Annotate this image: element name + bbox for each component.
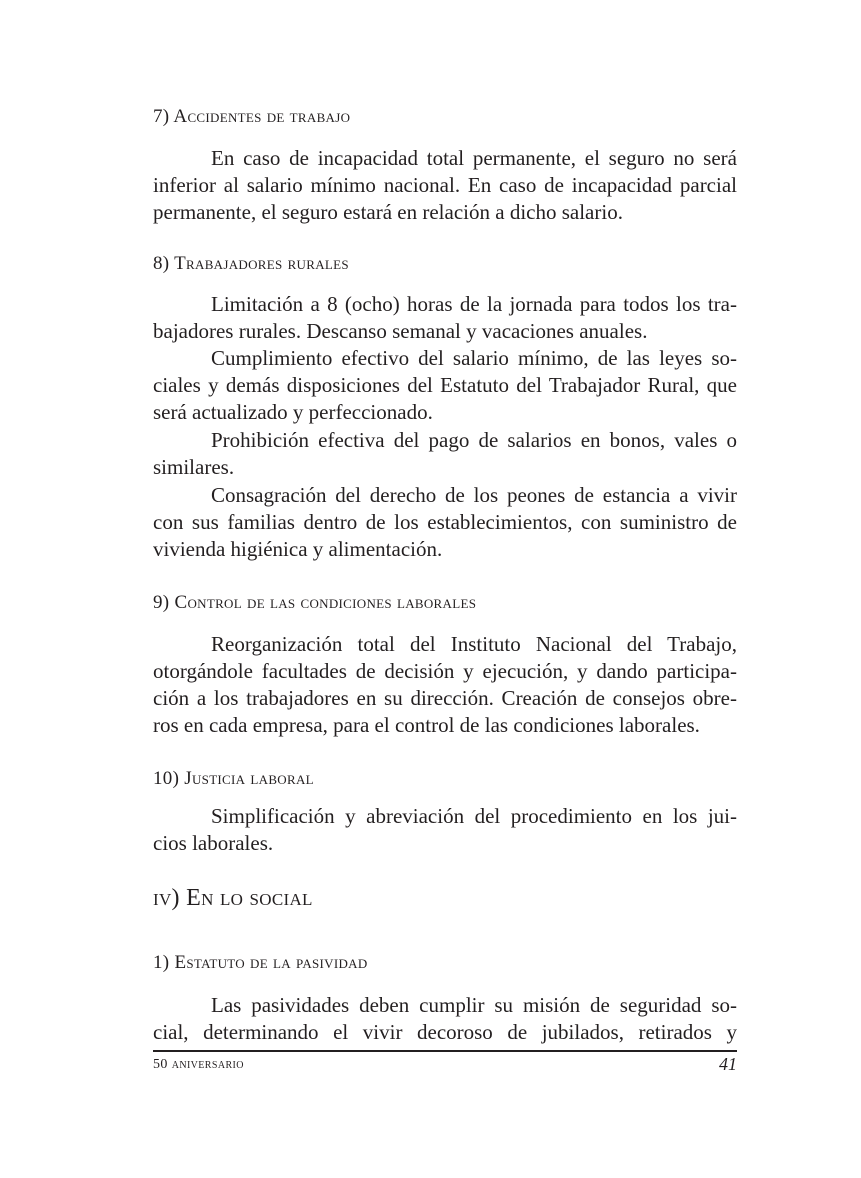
section-heading: 9) Control de las condiciones laborales <box>153 592 477 613</box>
paragraph-line: similares. <box>153 455 235 479</box>
section-heading: 7) Accidentes de trabajo <box>153 106 351 127</box>
paragraph-line: En caso de incapacidad total permanente, el seguro no será <box>211 146 737 170</box>
section-heading: 1) Estatuto de la pasividad <box>153 952 368 973</box>
paragraph-line: cial, determinando el vivir decoroso de jubilados, retirados y <box>153 1020 737 1044</box>
paragraph-line: Limitación a 8 (ocho) horas de la jornada para todos los tra- <box>211 292 737 316</box>
paragraph-line: cios laborales. <box>153 831 274 855</box>
paragraph-line: otorgándole facultades de decisión y ejecución, y dando participa- <box>153 659 737 683</box>
paragraph-line: permanente, el seguro estará en relación a dicho salario. <box>153 200 623 224</box>
footer-rule <box>153 1050 737 1052</box>
paragraph-line: Reorganización total del Instituto Nacional del Trabajo, <box>211 632 737 656</box>
paragraph-line: bajadores rurales. Descanso semanal y vacaciones anuales. <box>153 319 648 343</box>
paragraph-line: será actualizado y perfeccionado. <box>153 400 433 424</box>
paragraph-line: Simplificación y abreviación del procedimiento en los jui- <box>211 804 737 828</box>
paragraph-line: Consagración del derecho de los peones de estancia a vivir <box>211 483 737 507</box>
paragraph-line: ciales y demás disposiciones del Estatuto del Trabajador Rural, que <box>153 373 737 397</box>
paragraph-line: Cumplimiento efectivo del salario mínimo, de las leyes so- <box>211 346 737 370</box>
paragraph-line: con sus familias dentro de los establecimientos, con suministro de <box>153 510 737 534</box>
paragraph-line: vivienda higiénica y alimentación. <box>153 537 443 561</box>
paragraph-line: ción a los trabajadores en su dirección. Creación de consejos obre- <box>153 686 737 710</box>
paragraph-line: Prohibición efectiva del pago de salarios en bonos, vales o <box>211 428 737 452</box>
paragraph-line: Las pasividades deben cumplir su misión de seguridad so- <box>211 993 737 1017</box>
section-heading: 8) Trabajadores rurales <box>153 253 349 274</box>
part-heading: iv) En lo social <box>153 885 313 911</box>
page-number: 41 <box>719 1054 737 1074</box>
footer-title: 50 aniversario <box>153 1057 244 1072</box>
section-heading: 10) Justicia laboral <box>153 768 314 789</box>
paragraph-line: ros en cada empresa, para el control de las condiciones laborales. <box>153 713 700 737</box>
paragraph-line: inferior al salario mínimo nacional. En caso de incapacidad parcial <box>153 173 737 197</box>
